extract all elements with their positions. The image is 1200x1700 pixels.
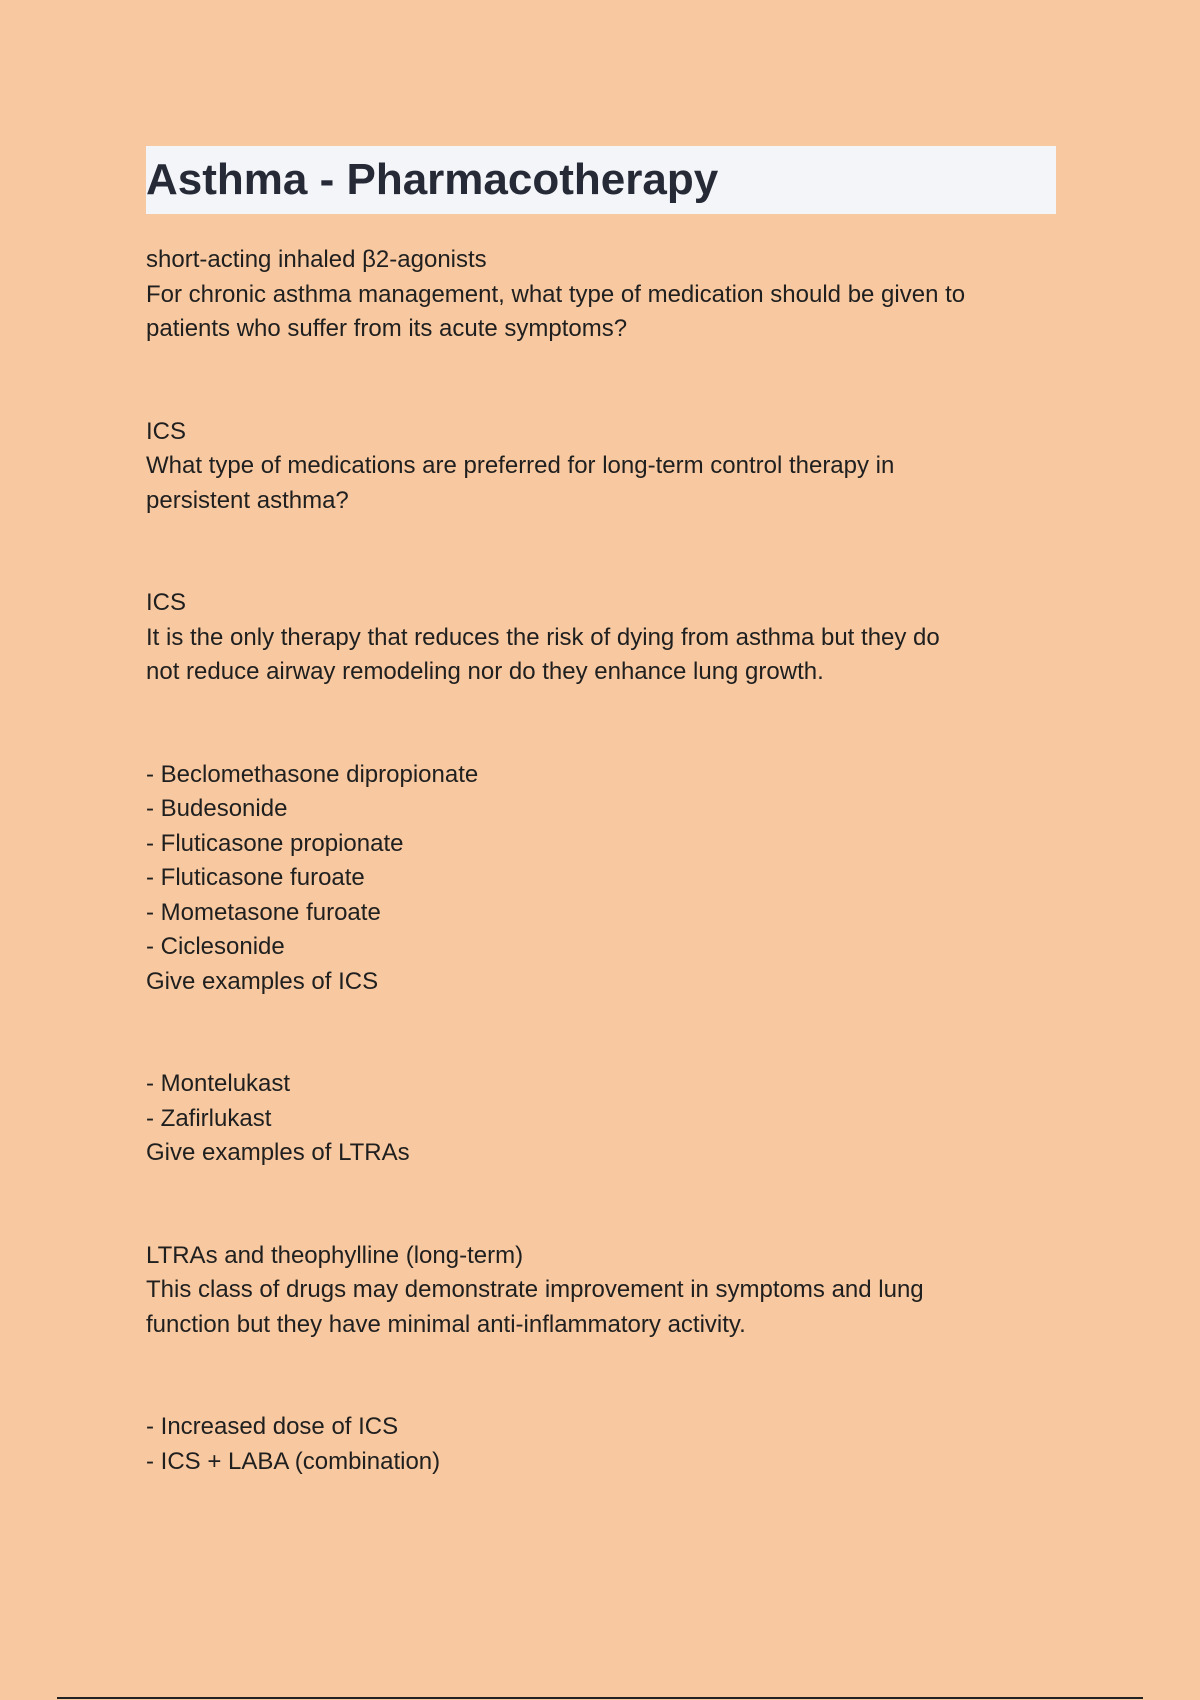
flashcard [146, 1410, 1066, 1479]
question-line: function but they have minimal anti-inflammatory activity. [146, 1310, 746, 1338]
answer-line: - Increased dose of ICS [146, 1413, 399, 1440]
question-line: Give examples of ICS [146, 967, 379, 995]
flashcard-list [146, 243, 1066, 1547]
answer-line: - ICS + LABA (combination) [146, 1447, 441, 1475]
question-line: It is the only therapy that reduces the risk of dying from asthma but they do [146, 623, 940, 651]
question-line: This class of drugs may demonstrate improvement in symptoms and lung [146, 1276, 924, 1303]
answer-line: - Budesonide [146, 795, 288, 822]
question-line: patients who suffer from its acute symptoms? [146, 315, 628, 342]
answer-line: LTRAs and theophylline (long-term) [146, 1241, 524, 1269]
answer-line: - Fluticasone propionate [146, 829, 404, 857]
answer-line: - Fluticasone furoate [146, 864, 365, 891]
answer-line: - Montelukast [146, 1070, 291, 1097]
answer-line: - Ciclesonide [146, 933, 285, 960]
flashcard [146, 1239, 1066, 1343]
flashcard [146, 415, 1066, 519]
question-line: not reduce airway remodeling nor do they enhance lung growth. [146, 658, 824, 685]
question-line: Give examples of LTRAs [146, 1139, 410, 1166]
question-line: What type of medications are preferred for long-term control therapy in [146, 452, 895, 479]
answer-line: - Beclomethasone dipropionate [146, 760, 479, 788]
page-bottom-divider [57, 1697, 1143, 1699]
question-line: persistent asthma? [146, 486, 349, 514]
page-title: Asthma - Pharmacotherapy [146, 155, 719, 204]
answer-line: - Zafirlukast [146, 1104, 272, 1132]
title-banner [146, 146, 1056, 214]
flashcard [146, 586, 1066, 690]
flashcard [146, 243, 1066, 347]
answer-line: ICS [146, 417, 187, 445]
question-line: For chronic asthma management, what type of medication should be given to [146, 280, 966, 308]
flashcard [146, 1067, 1066, 1171]
answer-line: - Mometasone furoate [146, 898, 381, 926]
answer-line: short-acting inhaled β2-agonists [146, 246, 487, 273]
flashcard [146, 758, 1066, 1000]
answer-line: ICS [146, 589, 187, 616]
